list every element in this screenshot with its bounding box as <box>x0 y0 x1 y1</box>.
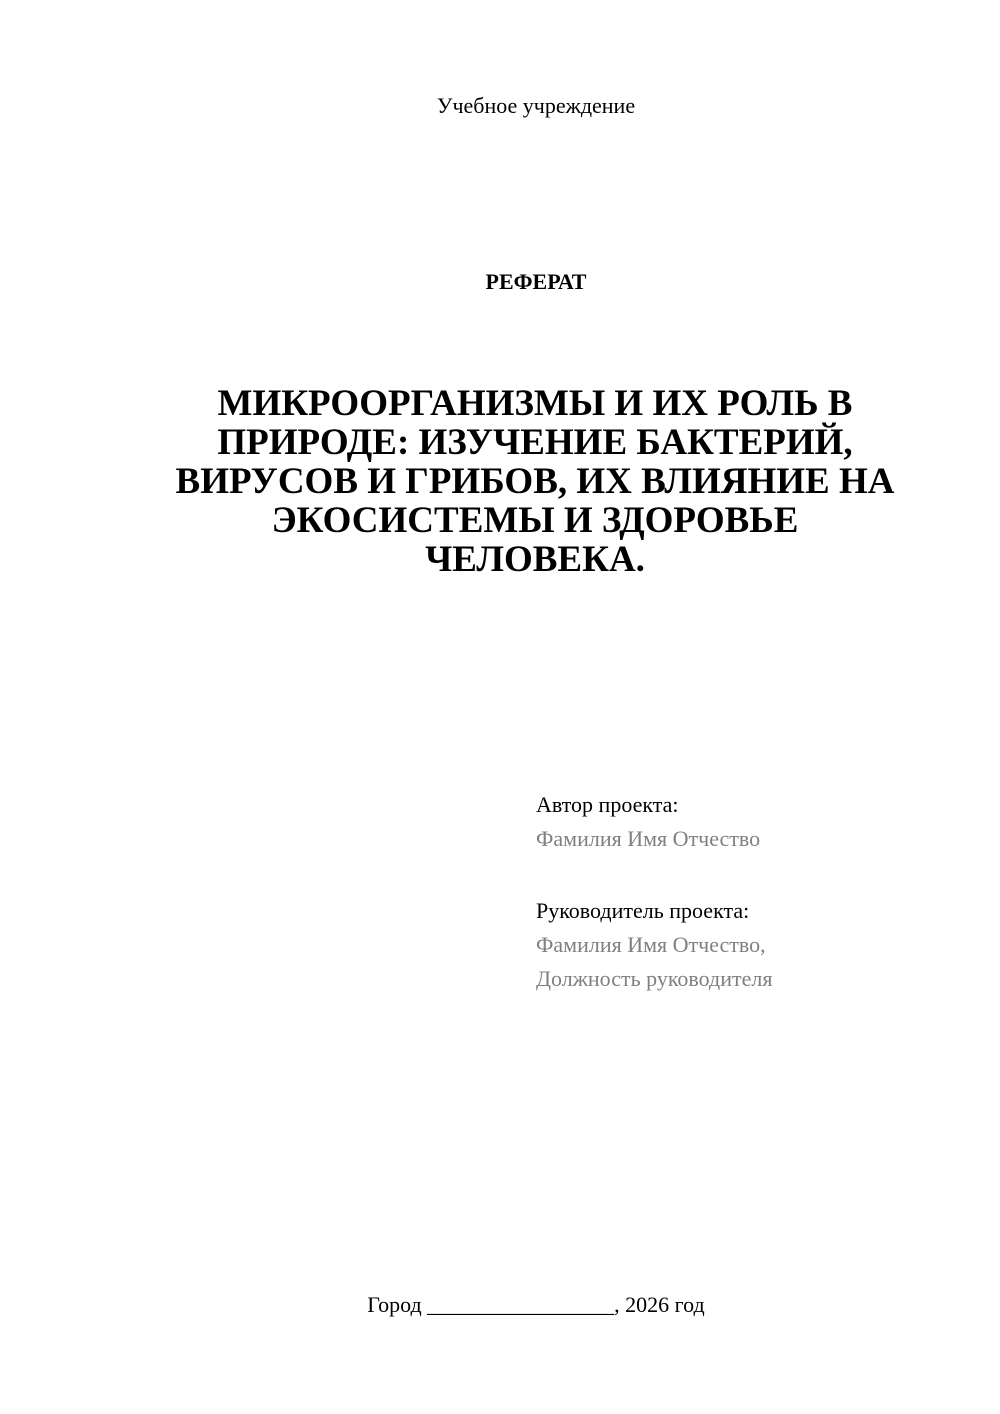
supervisor-label: Руководитель проекта: <box>536 898 750 923</box>
author-label: Автор проекта: <box>536 792 679 817</box>
supervisor-block <box>536 894 976 996</box>
title-line: ПРИРОДЕ: ИЗУЧЕНИЕ БАКТЕРИЙ, <box>217 422 853 463</box>
title-line: ЭКОСИСТЕМЫ И ЗДОРОВЬЕ <box>271 500 799 541</box>
author-block <box>536 788 976 856</box>
institution-name: Учебное учреждение <box>436 93 636 118</box>
author-name-placeholder: Фамилия Имя Отчество <box>536 826 761 851</box>
document-type: РЕФЕРАТ <box>485 269 587 294</box>
supervisor-name-placeholder: Фамилия Имя Отчество, <box>536 932 766 957</box>
title-line: МИКРООРГАНИЗМЫ И ИХ РОЛЬ В <box>217 383 853 424</box>
supervisor-position-placeholder: Должность руководителя <box>536 966 773 991</box>
title-line: ВИРУСОВ И ГРИБОВ, ИХ ВЛИЯНИЕ НА <box>175 461 895 502</box>
title-line: ЧЕЛОВЕКА. <box>425 539 645 580</box>
document-title <box>150 384 920 579</box>
city-year-line: Город _________________, 2026 год <box>367 1292 705 1317</box>
